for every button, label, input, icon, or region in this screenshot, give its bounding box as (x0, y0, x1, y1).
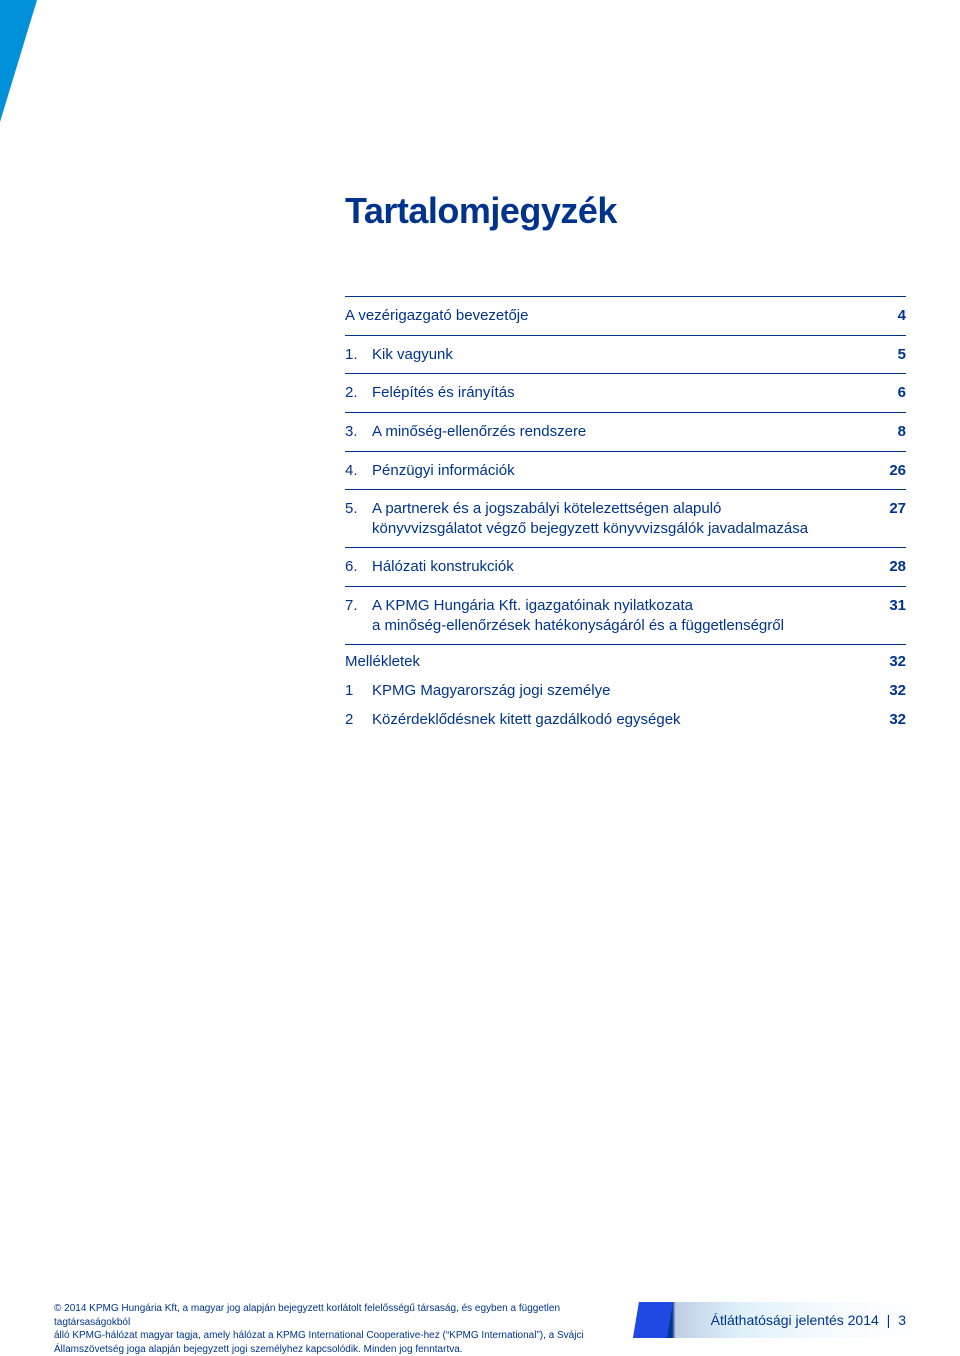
annex-item-number: 1 (345, 681, 372, 710)
toc-entry-label (372, 499, 808, 539)
title-separator: | (883, 1312, 895, 1328)
corner-accent-stripe (0, 0, 40, 125)
toc-entry-label-line: A vezérigazgató bevezetője (345, 306, 528, 326)
toc-entry-text (345, 422, 586, 442)
toc-entry-text (345, 499, 808, 539)
toc-entry-label-line: Hálózati konstrukciók (372, 557, 514, 577)
annex-item[interactable] (345, 710, 906, 739)
toc-entry-number: 4. (345, 461, 372, 481)
toc-entry-page: 8 (876, 422, 906, 442)
toc-entry[interactable] (345, 373, 906, 412)
toc-entry-label (372, 461, 515, 481)
annex-item-label: Közérdeklődésnek kitett gazdálkodó egységek (372, 710, 681, 739)
toc-entry-label-line: Felépítés és irányítás (372, 383, 515, 403)
toc-entry-label (372, 422, 586, 442)
toc-entry[interactable] (345, 451, 906, 490)
footer-legal-line: © 2014 KPMG Hungária Kft, a magyar jog alapján bejegyzett korlátolt felelősségű társaság, és egyben a független tagtársaságokból (54, 1302, 624, 1329)
footer-legal-notice (54, 1302, 624, 1356)
report-title: Átláthatósági jelentés 2014 (711, 1312, 879, 1328)
toc-entry-label-line: Kik vagyunk (372, 345, 453, 365)
toc-entry-number: 1. (345, 345, 372, 365)
toc-entry-page: 28 (876, 557, 906, 577)
toc-entry-label-line: A minőség-ellenőrzés rendszere (372, 422, 586, 442)
toc-bottom-rule (345, 644, 906, 645)
toc-entry-label-line: A KPMG Hungária Kft. igazgatóinak nyilatkozata (372, 596, 784, 616)
toc-entry-number: 7. (345, 596, 372, 636)
toc-entry-label-line: a minőség-ellenőrzések hatékonyságáról és a függetlenségről (372, 616, 784, 636)
toc-entry-text (345, 345, 453, 365)
toc-entry-label (372, 345, 453, 365)
toc-entry-number: 2. (345, 383, 372, 403)
annex-heading[interactable] (345, 652, 906, 681)
toc-entry-text (345, 557, 514, 577)
annex-heading-label: Mellékletek (345, 652, 420, 681)
annex-item-page: 32 (876, 710, 906, 739)
toc-entry-page: 6 (876, 383, 906, 403)
annex-item-label: KPMG Magyarország jogi személye (372, 681, 610, 710)
toc-entry-text (345, 461, 515, 481)
toc-entry-number: 6. (345, 557, 372, 577)
toc-entry-page: 27 (876, 499, 906, 519)
toc-entry-label-line: könyvvizsgálatot végző bejegyzett könyvvizsgálók javadalmazása (372, 519, 808, 539)
page-title: Tartalomjegyzék (345, 190, 617, 232)
toc-entry-label (372, 557, 514, 577)
footer-legal-line: álló KPMG-hálózat magyar tagja, amely hálózat a KPMG International Cooperative-hez (“KPMG International”), a Svájci (54, 1329, 624, 1343)
annex-item-number: 2 (345, 710, 372, 739)
annex-list (345, 652, 906, 739)
toc-entry-number: 3. (345, 422, 372, 442)
toc-entry-page: 4 (876, 306, 906, 326)
toc-entry[interactable] (345, 335, 906, 374)
toc-entry[interactable] (345, 547, 906, 586)
toc-entry-label (372, 596, 784, 636)
annex-item[interactable] (345, 681, 906, 710)
toc-entry-text (345, 596, 784, 636)
toc-entry-page: 31 (876, 596, 906, 616)
annex-item-page: 32 (876, 681, 906, 710)
footer-legal-line: Államszövetség joga alapján bejegyzett jogi személyhez kapcsolódik. Minden jog fenntartva. (54, 1343, 624, 1356)
footer-report-title (711, 1311, 906, 1329)
toc-entry-text (345, 383, 515, 403)
toc-entry[interactable] (345, 489, 906, 547)
toc-entry-label (372, 383, 515, 403)
annex-heading-page: 32 (876, 652, 906, 681)
toc-entry-page: 26 (876, 461, 906, 481)
table-of-contents (345, 296, 906, 645)
toc-entry[interactable] (345, 412, 906, 451)
toc-entry[interactable] (345, 296, 906, 335)
toc-entry-label (345, 306, 528, 326)
toc-entry-number: 5. (345, 499, 372, 539)
toc-entry[interactable] (345, 586, 906, 644)
toc-entry-text (345, 306, 528, 326)
toc-entry-label-line: A partnerek és a jogszabályi kötelezettségen alapuló (372, 499, 808, 519)
footer-page-number: 3 (898, 1312, 906, 1328)
toc-entry-label-line: Pénzügyi információk (372, 461, 515, 481)
toc-entry-page: 5 (876, 345, 906, 365)
